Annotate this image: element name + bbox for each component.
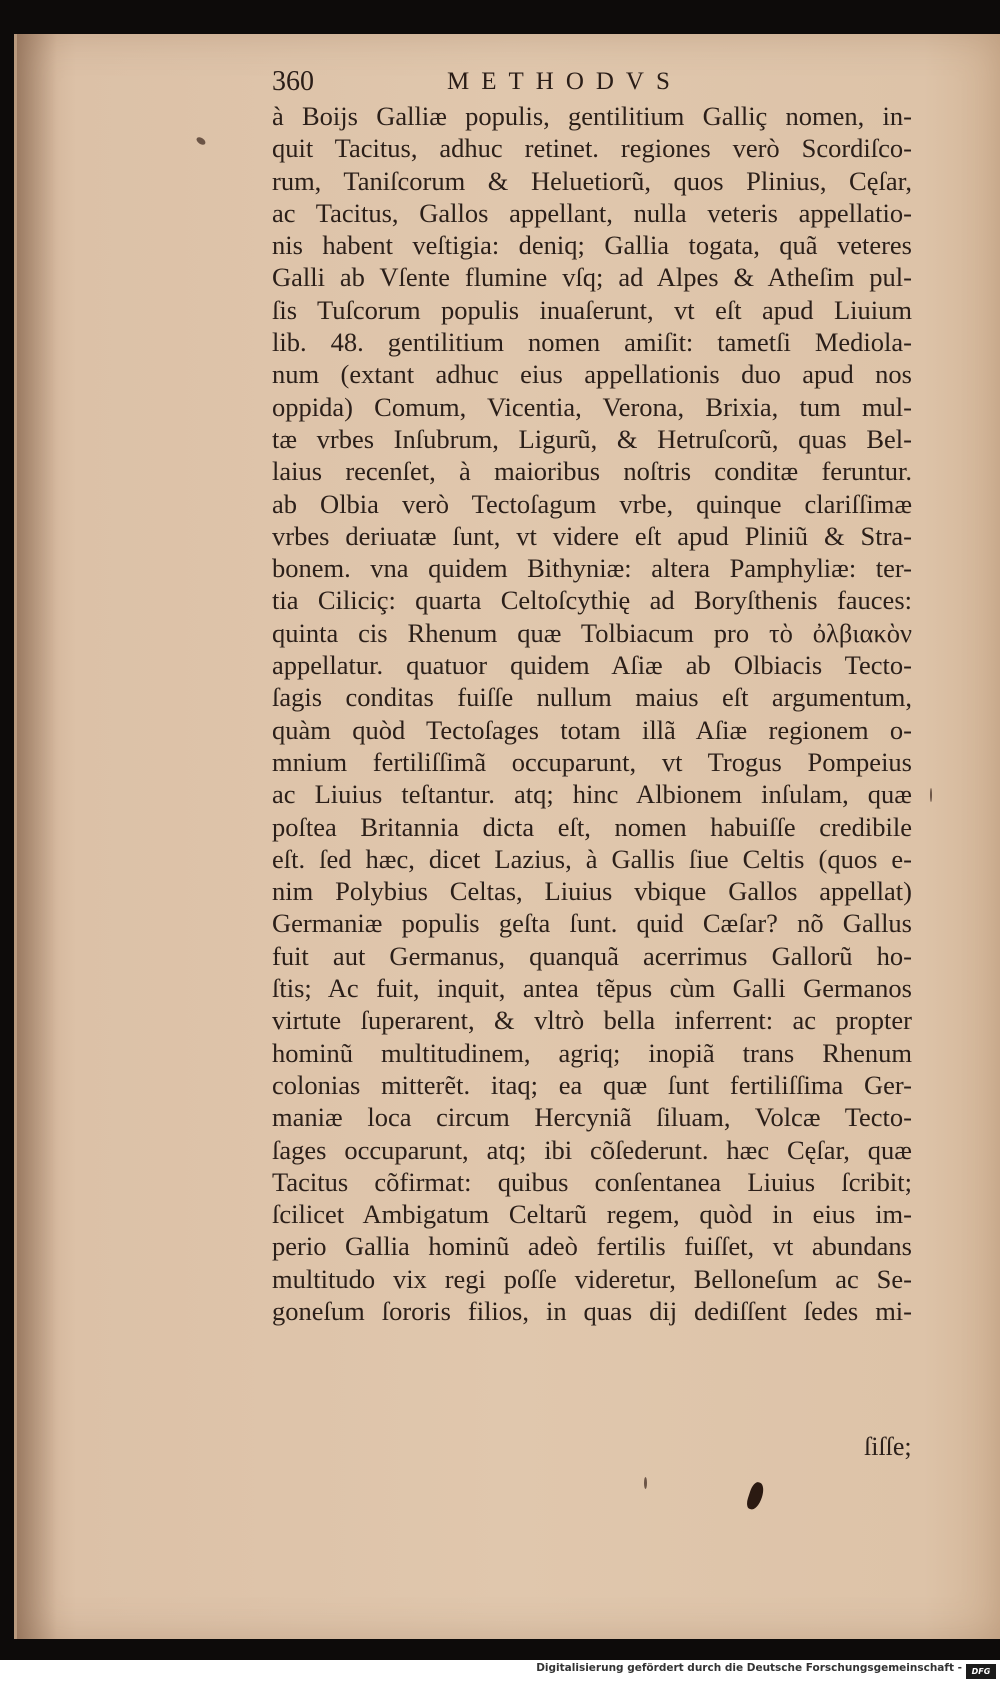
text-line: bonem. vna quidem Bithyniæ: altera Pamphyliæ: ter- (272, 553, 912, 584)
text-line: maniæ loca circum Hercyniã ſiluam, Volcæ Tecto- (272, 1102, 912, 1133)
page-speck (644, 1477, 647, 1489)
text-line: tia Ciliciç: quarta Celtoſcythię ad Boryſthenis fauces: (272, 585, 912, 616)
text-line: virtute ſuperarent, & vltrò bella inferrent: ac propter (272, 1005, 912, 1036)
text-line: ſis Tuſcorum populis inuaſerunt, vt eſt apud Liuium (272, 294, 912, 325)
page-number: 360 (272, 66, 314, 97)
text-line: fuit aut Germanus, quanquã acerrimus Gallorũ ho- (272, 940, 912, 971)
text-line: laius recenſet, à maioribus noſtris conditæ feruntur. (272, 456, 912, 487)
catchword: ſiſſe; (864, 1432, 912, 1461)
text-line: perio Gallia hominũ adeò fertilis fuiſſet, vt abundans (272, 1231, 912, 1262)
text-line: rum, Taniſcorum & Heluetiorũ, quos Plinius, Cęſar, (272, 165, 912, 196)
text-line: goneſum ſororis filios, in quas dij dediſſent ſedes mi- (272, 1295, 912, 1326)
text-line: ſages occuparunt, atq; ibi cõſederunt. hæc Cęſar, quæ (272, 1134, 912, 1165)
text-line: multitudo vix regi poſſe videretur, Belloneſum ac Se- (272, 1263, 912, 1294)
text-line: ſtis; Ac fuit, inquit, antea tẽpus cùm Galli Germanos (272, 973, 912, 1004)
text-line: ſcilicet Ambigatum Celtarũ regem, quòd in eius im- (272, 1199, 912, 1230)
text-line: appellatur. quatuor quidem Aſiæ ab Olbiacis Tecto- (272, 650, 912, 681)
text-line: ab Olbia verò Tectoſagum vrbe, quinque clariſſimæ (272, 488, 912, 519)
text-line: poſtea Britannia dicta eſt, nomen habuiſſe credibile (272, 811, 912, 842)
text-line: vrbes deriuatæ ſunt, vt videre eſt apud Pliniũ & Stra- (272, 520, 912, 551)
footer-bar (0, 1660, 1000, 1685)
page-speck (930, 788, 932, 802)
text-line: à Boijs Galliæ populis, gentilitium Galliç nomen, in- (272, 101, 912, 131)
text-line: num (extant adhuc eius appellationis duo apud nos (272, 359, 912, 390)
text-line: Germaniæ populis geſta ſunt. quid Cæſar? nõ Gallus (272, 908, 912, 939)
text-line: hominũ multitudinem, agriq; inopiã trans Rhenum (272, 1037, 912, 1068)
funding-notice: Digitalisierung gefördert durch die Deutsche Forschungsgemeinschaft - (536, 1662, 962, 1674)
text-line: Tacitus cõfirmat: quibus conſentanea Liuius ſcribit; (272, 1166, 912, 1197)
text-line: eſt. ſed hæc, dicet Lazius, à Gallis ſiue Celtis (quos e- (272, 843, 912, 874)
spine-shadow (17, 34, 57, 1639)
text-line: colonias mitterẽt. itaq; ea quæ ſunt fertiliſſima Ger- (272, 1069, 912, 1100)
text-line: quàm quòd Tectoſages totam illã Aſiæ regionem o- (272, 714, 912, 745)
dfg-logo: DFG (966, 1664, 996, 1679)
page-header (272, 62, 912, 102)
text-line: ac Liuius teſtantur. atq; hinc Albionem inſulam, quæ (272, 779, 912, 810)
text-line: ac Tacitus, Gallos appellant, nulla veteris appellatio- (272, 197, 912, 228)
text-line: quinta cis Rhenum quæ Tolbiacum pro τὸ ὀλβιακὸν (272, 617, 912, 648)
text-line: mnium fertiliſſimã occuparunt, vt Trogus Pompeius (272, 746, 912, 777)
text-line: nis habent veſtigia: deniq; Gallia togata, quã veteres (272, 230, 912, 261)
text-line: nim Polybius Celtas, Liuius vbique Gallos appellat) (272, 876, 912, 907)
text-line: lib. 48. gentilitium nomen amiſit: tametſi Mediola- (272, 327, 912, 358)
text-line: Galli ab Vſente flumine vſq; ad Alpes & Atheſim pul- (272, 262, 912, 293)
text-line: oppida) Comum, Vicentia, Verona, Brixia, tum mul- (272, 391, 912, 422)
text-line: tæ vrbes Inſubrum, Ligurũ, & Hetruſcorũ, quas Bel- (272, 423, 912, 454)
text-line: quit Tacitus, adhuc retinet. regiones verò Scordiſco- (272, 133, 912, 164)
text-line: ſagis conditas fuiſſe nullum maius eſt argumentum, (272, 682, 912, 713)
running-title: METHODVS (447, 68, 682, 95)
body-text (272, 100, 912, 1327)
